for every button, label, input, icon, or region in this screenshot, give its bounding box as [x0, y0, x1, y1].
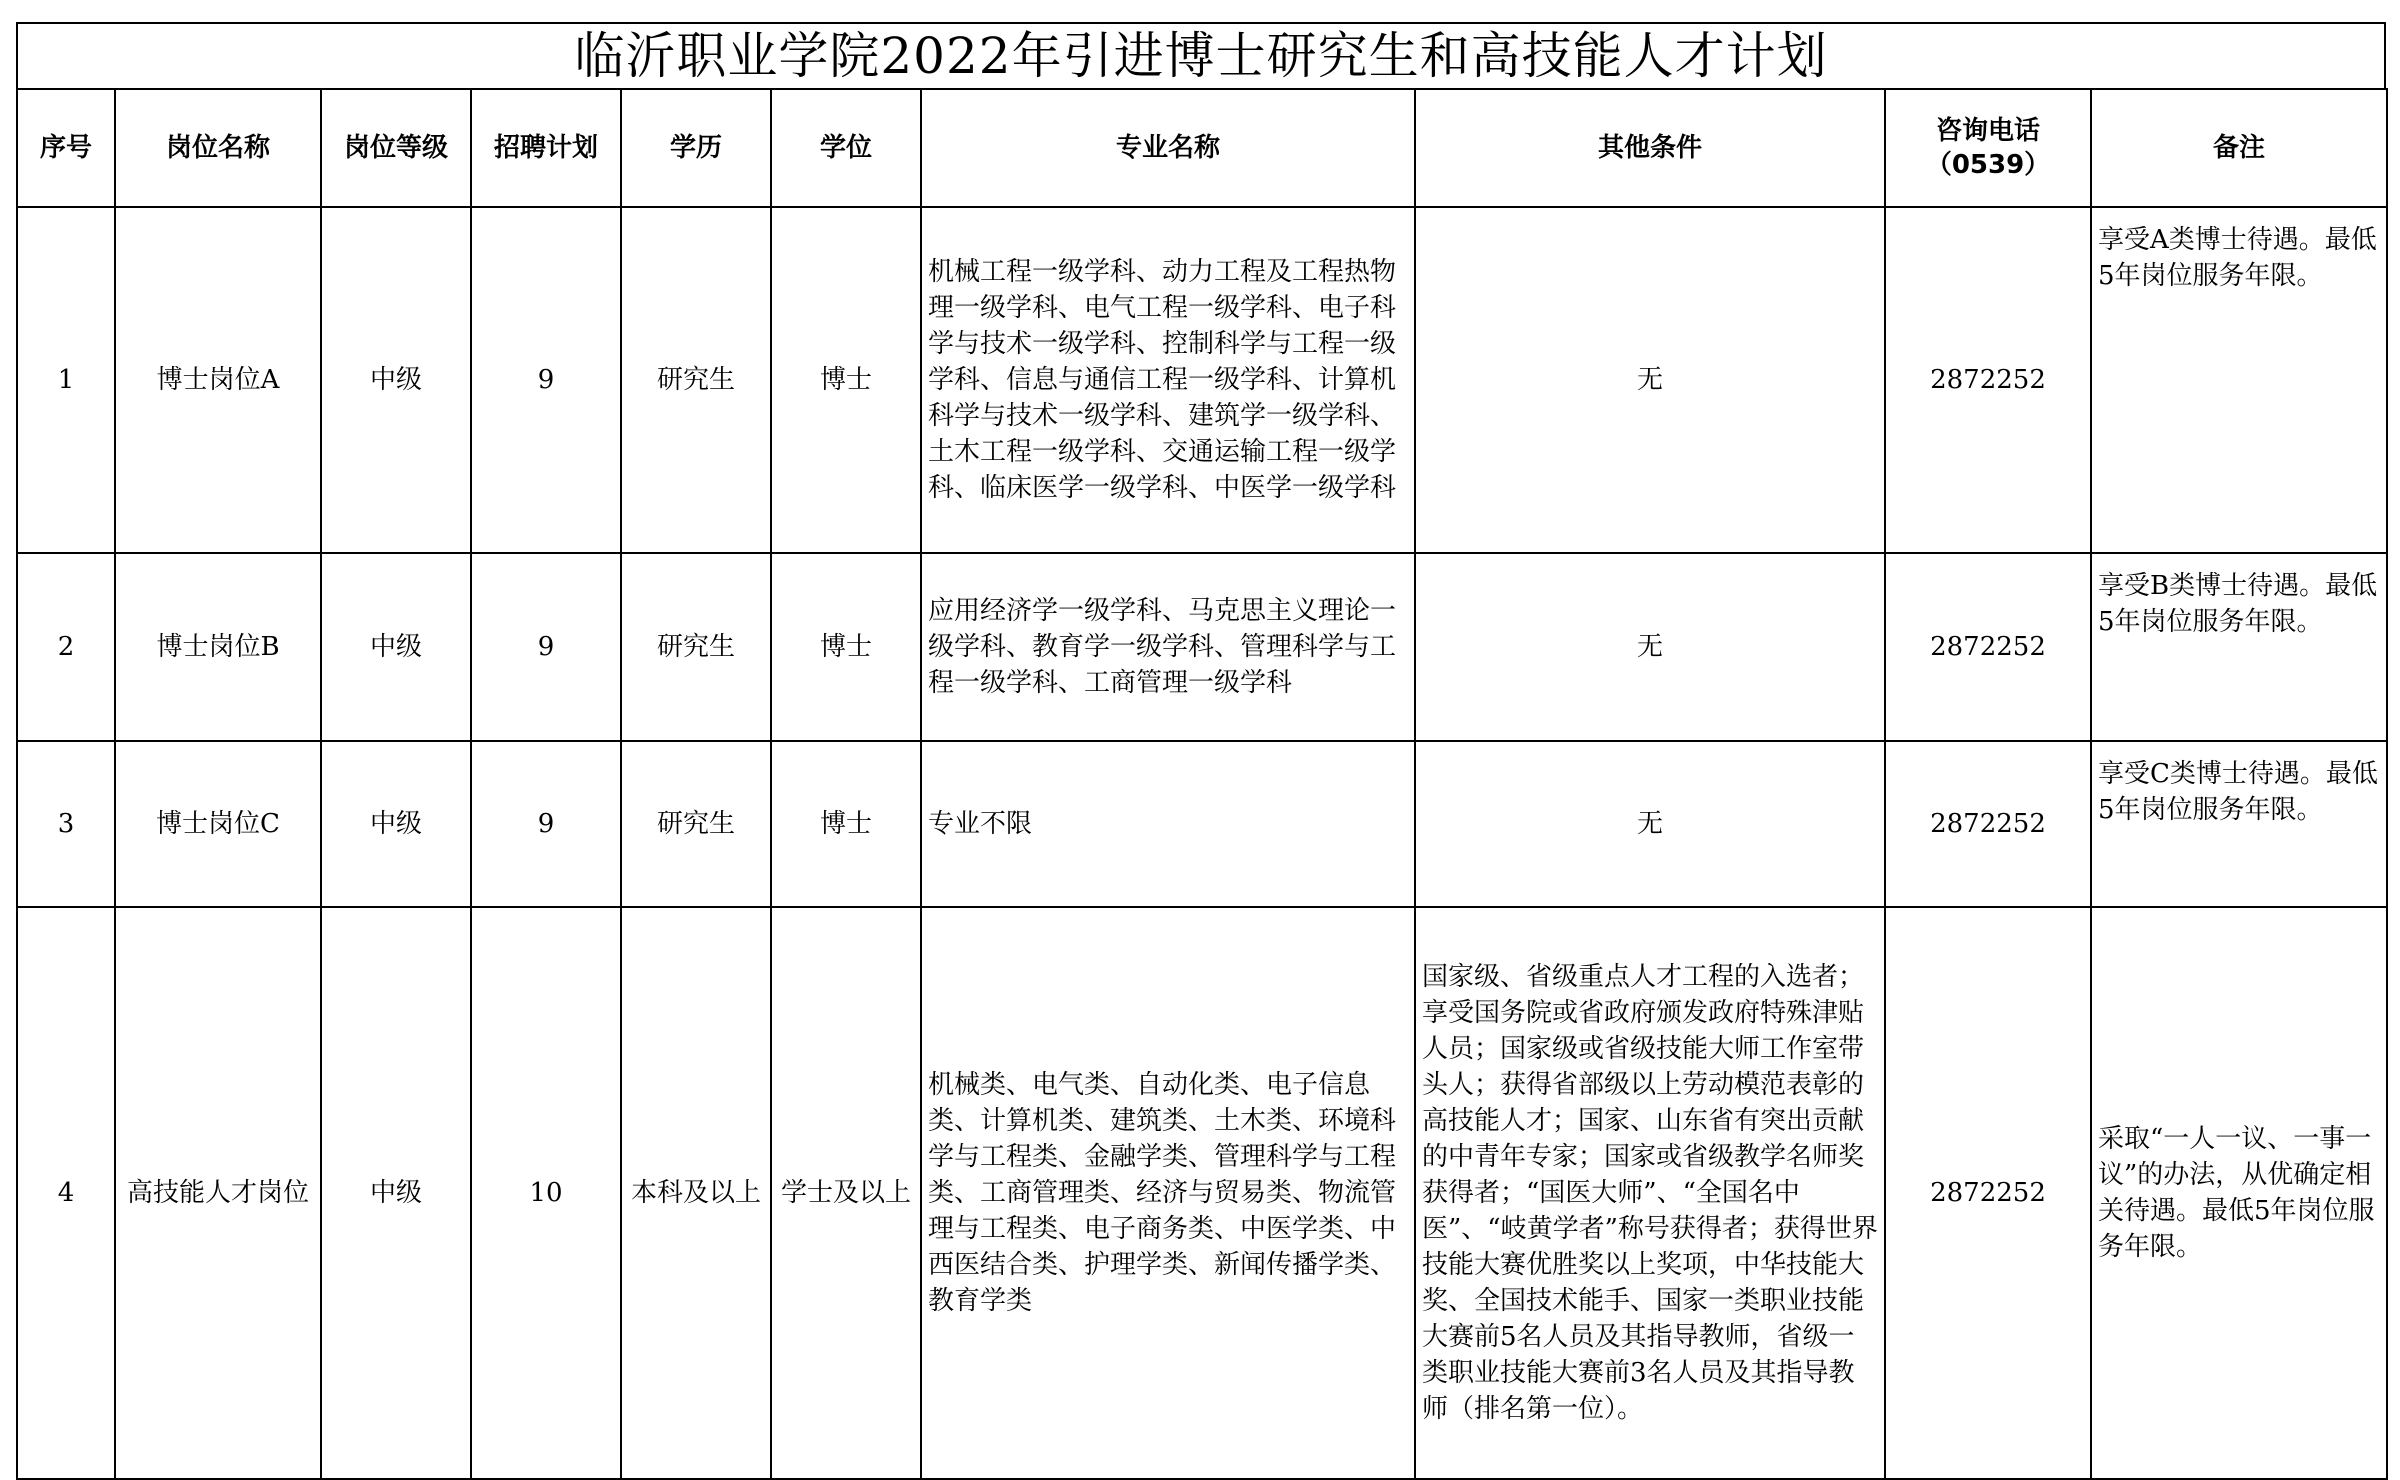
- header-phone-line1: 咨询电话: [1935, 116, 2040, 146]
- cell-other: 无: [1415, 741, 1885, 907]
- cell-post-level: 中级: [321, 553, 471, 741]
- cell-post-level: 中级: [321, 907, 471, 1479]
- cell-degree: 博士: [771, 553, 921, 741]
- cell-post-level: 中级: [321, 741, 471, 907]
- cell-seq: 3: [17, 741, 115, 907]
- cell-seq: 2: [17, 553, 115, 741]
- table-header-row: [17, 89, 2387, 207]
- cell-plan: 9: [471, 553, 621, 741]
- cell-plan: 9: [471, 207, 621, 553]
- cell-seq: 1: [17, 207, 115, 553]
- cell-other: 国家级、省级重点人才工程的入选者；享受国务院或省政府颁发政府特殊津贴人员；国家级或省级技能大师工作室带头人；获得省部级以上劳动模范表彰的高技能人才；国家、山东省有突出贡献的中青年专家；国家或省级教学名师奖获得者；“国医大师”、“全国名中医”、“岐黄学者”称号获得者；获得世界技能大赛优胜奖以上奖项，中华技能大奖、全国技术能手、国家一类职业技能大赛前5名人员及其指导教师，省级一类职业技能大赛前3名人员及其指导教师（排名第一位）。: [1415, 907, 1885, 1479]
- cell-notes: 享受C类博士待遇。最低5年岗位服务年限。: [2091, 741, 2387, 907]
- header-post-level: 岗位等级: [321, 89, 471, 207]
- recruitment-table: [16, 88, 2388, 1480]
- cell-degree: 博士: [771, 741, 921, 907]
- cell-degree: 博士: [771, 207, 921, 553]
- recruitment-plan-sheet: [16, 22, 2386, 1480]
- cell-education: 研究生: [621, 207, 771, 553]
- cell-plan: 10: [471, 907, 621, 1479]
- header-notes: 备注: [2091, 89, 2387, 207]
- cell-degree: 学士及以上: [771, 907, 921, 1479]
- cell-post-name: 博士岗位B: [115, 553, 321, 741]
- header-major: 专业名称: [921, 89, 1415, 207]
- cell-major: 应用经济学一级学科、马克思主义理论一级学科、教育学一级学科、管理科学与工程一级学科、工商管理一级学科: [921, 553, 1415, 741]
- cell-major: 机械工程一级学科、动力工程及工程热物理一级学科、电气工程一级学科、电子科学与技术一级学科、控制科学与工程一级学科、信息与通信工程一级学科、计算机科学与技术一级学科、建筑学一级学科、土木工程一级学科、交通运输工程一级学科、临床医学一级学科、中医学一级学科: [921, 207, 1415, 553]
- page-title: 临沂职业学院2022年引进博士研究生和高技能人才计划: [16, 22, 2386, 88]
- cell-major: 机械类、电气类、自动化类、电子信息类、计算机类、建筑类、土木类、环境科学与工程类、金融学类、管理科学与工程类、工商管理类、经济与贸易类、物流管理与工程类、电子商务类、中医学类、中西医结合类、护理学类、新闻传播学类、教育学类: [921, 907, 1415, 1479]
- table-row: [17, 907, 2387, 1479]
- cell-notes: 享受B类博士待遇。最低5年岗位服务年限。: [2091, 553, 2387, 741]
- cell-education: 研究生: [621, 553, 771, 741]
- cell-post-name: 博士岗位C: [115, 741, 321, 907]
- table-row: [17, 207, 2387, 553]
- cell-plan: 9: [471, 741, 621, 907]
- cell-post-level: 中级: [321, 207, 471, 553]
- cell-education: 研究生: [621, 741, 771, 907]
- cell-notes: 享受A类博士待遇。最低5年岗位服务年限。: [2091, 207, 2387, 553]
- cell-phone: 2872252: [1885, 553, 2091, 741]
- table-row: [17, 741, 2387, 907]
- table-row: [17, 553, 2387, 741]
- header-phone-line2: （0539）: [1925, 150, 2051, 180]
- header-post-name: 岗位名称: [115, 89, 321, 207]
- header-education: 学历: [621, 89, 771, 207]
- cell-post-name: 高技能人才岗位: [115, 907, 321, 1479]
- header-phone: [1885, 89, 2091, 207]
- cell-notes: 采取“一人一议、一事一议”的办法，从优确定相关待遇。最低5年岗位服务年限。: [2091, 907, 2387, 1479]
- header-other: 其他条件: [1415, 89, 1885, 207]
- cell-post-name: 博士岗位A: [115, 207, 321, 553]
- cell-phone: 2872252: [1885, 907, 2091, 1479]
- cell-seq: 4: [17, 907, 115, 1479]
- cell-major: 专业不限: [921, 741, 1415, 907]
- header-plan: 招聘计划: [471, 89, 621, 207]
- cell-education: 本科及以上: [621, 907, 771, 1479]
- cell-other: 无: [1415, 553, 1885, 741]
- cell-phone: 2872252: [1885, 207, 2091, 553]
- header-degree: 学位: [771, 89, 921, 207]
- header-seq: 序号: [17, 89, 115, 207]
- cell-other: 无: [1415, 207, 1885, 553]
- cell-phone: 2872252: [1885, 741, 2091, 907]
